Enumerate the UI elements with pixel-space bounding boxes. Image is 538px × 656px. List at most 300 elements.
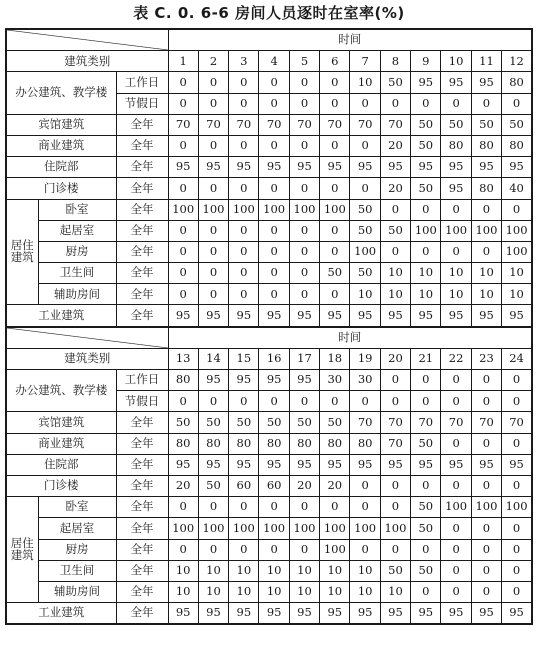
- value-cell: 0: [380, 199, 410, 220]
- value-cell: 10: [350, 72, 380, 93]
- period-whole-year: 全年: [116, 135, 168, 156]
- bedroom-row: [6, 199, 532, 220]
- table-title: 表 C. 0. 6-6 房间人员逐时在室率(%): [133, 4, 405, 22]
- value-cell: 80: [289, 433, 319, 454]
- room-kitchen: 厨房: [38, 241, 116, 262]
- period-workday: 工作日: [116, 72, 168, 93]
- value-cell: 100: [380, 518, 410, 539]
- value-cell: 0: [289, 241, 319, 262]
- bathroom-row: [6, 560, 532, 581]
- value-cell: 0: [168, 135, 198, 156]
- diagonal-header-cell: [6, 29, 168, 51]
- value-cell: 100: [350, 241, 380, 262]
- value-cell: 95: [411, 157, 441, 178]
- value-cell: 0: [502, 581, 532, 602]
- hour-header-cell: 18: [320, 348, 350, 369]
- value-cell: 0: [441, 581, 471, 602]
- period-whole-year: 全年: [116, 114, 168, 135]
- value-cell: 10: [380, 581, 410, 602]
- value-cell: 100: [502, 220, 532, 241]
- category-hotel: 宾馆建筑: [6, 412, 116, 433]
- value-cell: 95: [198, 305, 228, 327]
- hour-header-row: [6, 51, 532, 72]
- room-auxiliary: 辅助房间: [38, 284, 116, 305]
- value-cell: 95: [502, 305, 532, 327]
- value-cell: 80: [198, 433, 228, 454]
- value-cell: 0: [198, 263, 228, 284]
- value-cell: 95: [350, 603, 380, 625]
- value-cell: 30: [350, 370, 380, 391]
- value-cell: 0: [380, 497, 410, 518]
- value-cell: 100: [441, 220, 471, 241]
- hour-header-cell: 17: [289, 348, 319, 369]
- hour-header-cell: 15: [229, 348, 259, 369]
- value-cell: 10: [441, 284, 471, 305]
- hour-header-cell: 23: [471, 348, 501, 369]
- value-cell: 50: [380, 560, 410, 581]
- value-cell: 10: [320, 560, 350, 581]
- time-header: 时间: [168, 327, 532, 349]
- value-cell: 0: [198, 241, 228, 262]
- value-cell: 95: [350, 454, 380, 475]
- value-cell: 70: [380, 433, 410, 454]
- commercial-row: [6, 135, 532, 156]
- value-cell: 100: [259, 518, 289, 539]
- value-cell: 100: [168, 199, 198, 220]
- value-cell: 50: [350, 199, 380, 220]
- value-cell: 70: [441, 412, 471, 433]
- value-cell: 10: [168, 560, 198, 581]
- value-cell: 80: [471, 178, 501, 199]
- office-workday-row: [6, 370, 532, 391]
- value-cell: 0: [168, 539, 198, 560]
- value-cell: 20: [168, 475, 198, 496]
- kitchen-row: [6, 241, 532, 262]
- value-cell: 95: [259, 370, 289, 391]
- value-cell: 0: [168, 284, 198, 305]
- value-cell: 95: [320, 157, 350, 178]
- value-cell: 95: [259, 454, 289, 475]
- hour-header-cell: 6: [320, 51, 350, 72]
- value-cell: 95: [289, 370, 319, 391]
- value-cell: 0: [350, 135, 380, 156]
- period-whole-year: 全年: [116, 284, 168, 305]
- value-cell: 0: [168, 93, 198, 114]
- value-cell: 50: [411, 560, 441, 581]
- value-cell: 50: [198, 475, 228, 496]
- value-cell: 0: [471, 391, 501, 412]
- value-cell: 80: [441, 135, 471, 156]
- value-cell: 0: [289, 178, 319, 199]
- value-cell: 95: [502, 603, 532, 625]
- category-industrial: 工业建筑: [6, 603, 116, 625]
- value-cell: 0: [198, 391, 228, 412]
- value-cell: 50: [411, 178, 441, 199]
- value-cell: 95: [471, 72, 501, 93]
- value-cell: 95: [289, 305, 319, 327]
- bedroom-row: [6, 497, 532, 518]
- value-cell: 95: [168, 454, 198, 475]
- value-cell: 0: [259, 263, 289, 284]
- value-cell: 100: [350, 518, 380, 539]
- value-cell: 0: [502, 433, 532, 454]
- value-cell: 0: [502, 93, 532, 114]
- value-cell: 0: [411, 370, 441, 391]
- outpatient-row: [6, 475, 532, 496]
- value-cell: 70: [380, 114, 410, 135]
- value-cell: 0: [350, 475, 380, 496]
- value-cell: 0: [350, 539, 380, 560]
- value-cell: 95: [380, 454, 410, 475]
- value-cell: 0: [471, 433, 501, 454]
- value-cell: 95: [471, 157, 501, 178]
- value-cell: 10: [259, 581, 289, 602]
- diagonal-header-cell: [6, 327, 168, 349]
- value-cell: 95: [441, 72, 471, 93]
- value-cell: 50: [350, 263, 380, 284]
- value-cell: 0: [502, 391, 532, 412]
- value-cell: 0: [471, 370, 501, 391]
- value-cell: 95: [289, 157, 319, 178]
- value-cell: 0: [471, 581, 501, 602]
- category-outpatient: 门诊楼: [6, 178, 116, 199]
- value-cell: 70: [471, 412, 501, 433]
- bathroom-row: [6, 263, 532, 284]
- value-cell: 10: [350, 284, 380, 305]
- value-cell: 95: [350, 157, 380, 178]
- living-room-row: [6, 220, 532, 241]
- auxiliary-row: [6, 284, 532, 305]
- room-living_room: 起居室: [38, 518, 116, 539]
- value-cell: 100: [198, 518, 228, 539]
- value-cell: 80: [229, 433, 259, 454]
- value-cell: 50: [411, 497, 441, 518]
- value-cell: 50: [411, 433, 441, 454]
- value-cell: 95: [471, 603, 501, 625]
- value-cell: 70: [411, 412, 441, 433]
- value-cell: 95: [380, 603, 410, 625]
- hour-header-cell: 19: [350, 348, 380, 369]
- value-cell: 100: [471, 220, 501, 241]
- value-cell: 80: [320, 433, 350, 454]
- value-cell: 95: [380, 157, 410, 178]
- value-cell: 10: [471, 284, 501, 305]
- value-cell: 0: [259, 391, 289, 412]
- category-residential: [6, 199, 38, 305]
- value-cell: 0: [380, 370, 410, 391]
- value-cell: 95: [411, 454, 441, 475]
- value-cell: 0: [198, 539, 228, 560]
- category-commercial: 商业建筑: [6, 433, 116, 454]
- category-commercial: 商业建筑: [6, 135, 116, 156]
- hour-header-cell: 8: [380, 51, 410, 72]
- value-cell: 0: [350, 93, 380, 114]
- period-whole-year: 全年: [116, 220, 168, 241]
- value-cell: 0: [350, 497, 380, 518]
- value-cell: 70: [350, 412, 380, 433]
- table-header-row: [6, 29, 532, 51]
- room-bathroom: 卫生间: [38, 263, 116, 284]
- hour-header-cell: 11: [471, 51, 501, 72]
- value-cell: 10: [320, 581, 350, 602]
- value-cell: 0: [320, 135, 350, 156]
- value-cell: 0: [229, 391, 259, 412]
- room-auxiliary: 辅助房间: [38, 581, 116, 602]
- value-cell: 70: [502, 412, 532, 433]
- value-cell: 10: [411, 284, 441, 305]
- value-cell: 0: [441, 199, 471, 220]
- period-whole-year: 全年: [116, 305, 168, 327]
- value-cell: 0: [471, 475, 501, 496]
- value-cell: 50: [198, 412, 228, 433]
- value-cell: 0: [471, 199, 501, 220]
- value-cell: 0: [168, 497, 198, 518]
- value-cell: 0: [411, 199, 441, 220]
- value-cell: 10: [229, 560, 259, 581]
- period-whole-year: 全年: [116, 560, 168, 581]
- value-cell: 100: [320, 199, 350, 220]
- occupancy-rate-table: [5, 28, 533, 625]
- value-cell: 0: [259, 135, 289, 156]
- value-cell: 10: [411, 263, 441, 284]
- value-cell: 20: [320, 475, 350, 496]
- value-cell: 95: [471, 305, 501, 327]
- value-cell: 100: [289, 518, 319, 539]
- value-cell: 0: [168, 391, 198, 412]
- value-cell: 95: [198, 157, 228, 178]
- hour-header-cell: 22: [441, 348, 471, 369]
- value-cell: 50: [411, 114, 441, 135]
- period-whole-year: 全年: [116, 263, 168, 284]
- value-cell: 20: [380, 178, 410, 199]
- period-whole-year: 全年: [116, 178, 168, 199]
- value-cell: 0: [441, 475, 471, 496]
- value-cell: 95: [411, 72, 441, 93]
- value-cell: 0: [502, 539, 532, 560]
- hour-header-cell: 5: [289, 51, 319, 72]
- value-cell: 0: [350, 391, 380, 412]
- value-cell: 95: [411, 603, 441, 625]
- value-cell: 10: [350, 581, 380, 602]
- value-cell: 95: [168, 305, 198, 327]
- value-cell: 0: [471, 93, 501, 114]
- value-cell: 0: [168, 241, 198, 262]
- outpatient-row: [6, 178, 532, 199]
- inpatient-row: [6, 157, 532, 178]
- value-cell: 0: [502, 199, 532, 220]
- value-cell: 0: [380, 241, 410, 262]
- hour-header-cell: 3: [229, 51, 259, 72]
- value-cell: 70: [259, 114, 289, 135]
- value-cell: 10: [471, 263, 501, 284]
- value-cell: 70: [320, 114, 350, 135]
- hour-header-cell: 24: [502, 348, 532, 369]
- value-cell: 100: [471, 497, 501, 518]
- value-cell: 0: [259, 241, 289, 262]
- value-cell: 20: [289, 475, 319, 496]
- hour-header-cell: 2: [198, 51, 228, 72]
- value-cell: 10: [259, 560, 289, 581]
- value-cell: 0: [289, 93, 319, 114]
- hour-header-cell: 9: [411, 51, 441, 72]
- hotel-row: [6, 412, 532, 433]
- value-cell: 10: [198, 560, 228, 581]
- commercial-row: [6, 433, 532, 454]
- value-cell: 0: [411, 581, 441, 602]
- value-cell: 0: [471, 241, 501, 262]
- residential-label-line1: 居住: [10, 536, 34, 551]
- value-cell: 50: [168, 412, 198, 433]
- category-outpatient: 门诊楼: [6, 475, 116, 496]
- category-office: 办公建筑、教学楼: [6, 370, 116, 412]
- value-cell: 100: [320, 518, 350, 539]
- value-cell: 95: [229, 454, 259, 475]
- value-cell: 0: [502, 560, 532, 581]
- value-cell: 10: [198, 581, 228, 602]
- value-cell: 100: [502, 497, 532, 518]
- value-cell: 0: [229, 539, 259, 560]
- period-whole-year: 全年: [116, 454, 168, 475]
- value-cell: 95: [229, 370, 259, 391]
- value-cell: 95: [229, 305, 259, 327]
- category-hotel: 宾馆建筑: [6, 114, 116, 135]
- value-cell: 0: [441, 370, 471, 391]
- value-cell: 0: [259, 72, 289, 93]
- value-cell: 60: [229, 475, 259, 496]
- value-cell: 95: [350, 305, 380, 327]
- value-cell: 70: [198, 114, 228, 135]
- living-room-row: [6, 518, 532, 539]
- value-cell: 0: [198, 284, 228, 305]
- value-cell: 80: [502, 72, 532, 93]
- value-cell: 0: [441, 93, 471, 114]
- value-cell: 0: [411, 539, 441, 560]
- hour-header-row: [6, 348, 532, 369]
- value-cell: 10: [289, 581, 319, 602]
- value-cell: 70: [289, 114, 319, 135]
- value-cell: 80: [168, 433, 198, 454]
- period-whole-year: 全年: [116, 433, 168, 454]
- period-whole-year: 全年: [116, 581, 168, 602]
- value-cell: 0: [229, 241, 259, 262]
- value-cell: 100: [168, 518, 198, 539]
- value-cell: 0: [289, 497, 319, 518]
- value-cell: 100: [502, 241, 532, 262]
- value-cell: 0: [229, 135, 259, 156]
- value-cell: 0: [289, 220, 319, 241]
- inpatient-row: [6, 454, 532, 475]
- value-cell: 0: [441, 539, 471, 560]
- value-cell: 0: [320, 497, 350, 518]
- value-cell: 0: [380, 93, 410, 114]
- residential-label-line2: 建筑: [10, 547, 34, 562]
- value-cell: 95: [441, 454, 471, 475]
- value-cell: 0: [198, 497, 228, 518]
- value-cell: 95: [320, 454, 350, 475]
- value-cell: 0: [229, 263, 259, 284]
- period-whole-year: 全年: [116, 475, 168, 496]
- period-holiday: 节假日: [116, 93, 168, 114]
- value-cell: 0: [229, 497, 259, 518]
- value-cell: 0: [441, 433, 471, 454]
- value-cell: 0: [380, 391, 410, 412]
- period-whole-year: 全年: [116, 199, 168, 220]
- value-cell: 95: [168, 603, 198, 625]
- value-cell: 80: [259, 433, 289, 454]
- hotel-row: [6, 114, 532, 135]
- value-cell: 10: [289, 560, 319, 581]
- value-cell: 0: [320, 93, 350, 114]
- value-cell: 0: [289, 391, 319, 412]
- value-cell: 70: [350, 114, 380, 135]
- value-cell: 0: [229, 284, 259, 305]
- table-header-row: [6, 327, 532, 349]
- value-cell: 0: [229, 178, 259, 199]
- room-kitchen: 厨房: [38, 539, 116, 560]
- value-cell: 50: [411, 135, 441, 156]
- hour-header-cell: 16: [259, 348, 289, 369]
- value-cell: 0: [411, 391, 441, 412]
- value-cell: 100: [229, 518, 259, 539]
- value-cell: 95: [380, 305, 410, 327]
- hour-header-cell: 12: [502, 51, 532, 72]
- value-cell: 0: [289, 135, 319, 156]
- value-cell: 95: [471, 454, 501, 475]
- hour-header-cell: 13: [168, 348, 198, 369]
- value-cell: 95: [441, 178, 471, 199]
- value-cell: 0: [259, 220, 289, 241]
- value-cell: 0: [471, 518, 501, 539]
- industrial-row: [6, 603, 532, 625]
- value-cell: 0: [289, 284, 319, 305]
- value-cell: 10: [380, 284, 410, 305]
- value-cell: 0: [168, 220, 198, 241]
- value-cell: 0: [198, 72, 228, 93]
- value-cell: 100: [320, 539, 350, 560]
- value-cell: 10: [502, 263, 532, 284]
- value-cell: 70: [229, 114, 259, 135]
- value-cell: 0: [320, 178, 350, 199]
- value-cell: 0: [259, 178, 289, 199]
- category-industrial: 工业建筑: [6, 305, 116, 327]
- value-cell: 95: [441, 305, 471, 327]
- value-cell: 50: [259, 412, 289, 433]
- value-cell: 0: [259, 284, 289, 305]
- value-cell: 95: [289, 454, 319, 475]
- value-cell: 60: [259, 475, 289, 496]
- category-inpatient: 住院部: [6, 454, 116, 475]
- value-cell: 0: [289, 263, 319, 284]
- value-cell: 95: [289, 603, 319, 625]
- value-cell: 100: [229, 199, 259, 220]
- value-cell: 70: [380, 412, 410, 433]
- hour-header-cell: 4: [259, 51, 289, 72]
- value-cell: 0: [168, 178, 198, 199]
- value-cell: 0: [320, 220, 350, 241]
- value-cell: 10: [168, 581, 198, 602]
- value-cell: 0: [350, 178, 380, 199]
- value-cell: 0: [229, 72, 259, 93]
- value-cell: 0: [198, 178, 228, 199]
- value-cell: 50: [411, 518, 441, 539]
- value-cell: 95: [198, 370, 228, 391]
- value-cell: 95: [259, 603, 289, 625]
- value-cell: 10: [350, 560, 380, 581]
- category-office: 办公建筑、教学楼: [6, 72, 116, 114]
- period-holiday: 节假日: [116, 391, 168, 412]
- period-whole-year: 全年: [116, 241, 168, 262]
- value-cell: 95: [229, 157, 259, 178]
